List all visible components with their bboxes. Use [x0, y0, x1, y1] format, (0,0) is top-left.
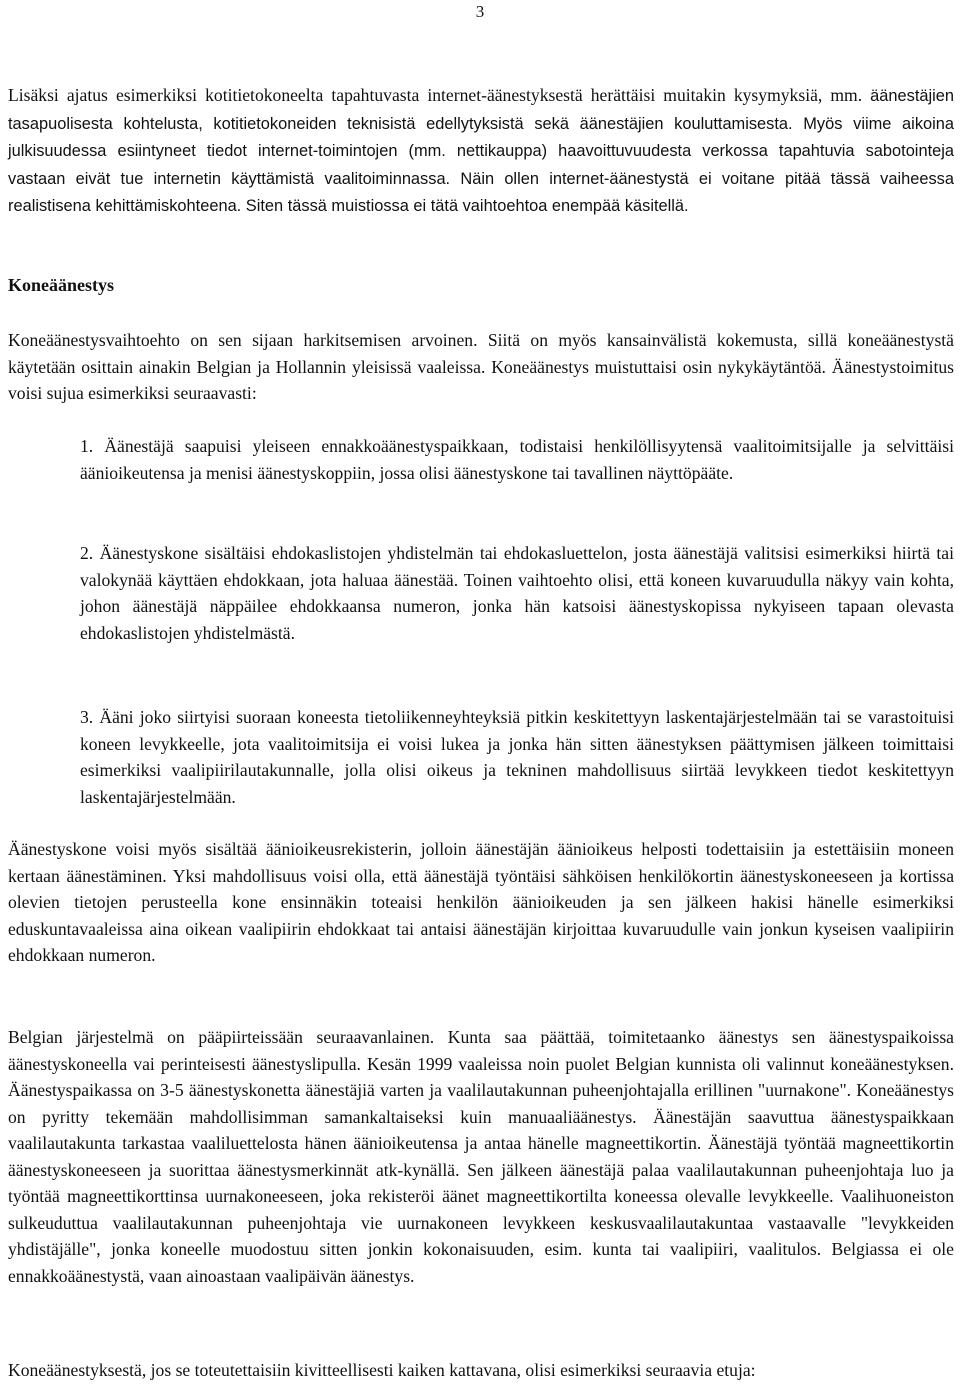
list-item: 2. Äänestyskone sisältäisi ehdokaslistojen yhdistelmän tai ehdokasluettelon, josta äänestäjä valitsisi esimerkiksi hiirtä tai valokynää käyttäen ehdokkaan, jota haluaa äänestää. Toinen vaihtoehto olisi, että koneen kuvaruudulla näkyy vain kohta, johon äänestäjä näppäilee ehdokkaansa numeron, jonka hän katsoisi äänestyskopissa nykyiseen tapaan olevasta ehdokaslistojen yhdistelmästä. — [80, 543, 954, 643]
paragraph-intro: Koneäänestysvaihtoehto on sen sijaan harkitsemisen arvoinen. Siitä on myös kansainvälistä kokemusta, sillä koneäänestystä käytetään osittain ainakin Belgian ja Hollannin yleisissä vaaleissa. Koneäänestys muistuttaisi osin nykykäytäntöä. Äänestystoimitus voisi sujua esimerkiksi seuraavasti: — [8, 330, 954, 403]
page-number: 3 — [475, 2, 485, 21]
intro-text-sans: äänestäjien tasapuolisesta kohtelusta, kotitietokoneiden teknisistä edellytyksistä sekä äänestäjien kouluttamisesta. Myös viime aikoina julkisuudessa esiintyneet tiedot internet-toimintojen (mm. nettikauppa) haavoittuvuudesta verkossa tapahtuvia sabotointeja vastaan eivät tue internetin käyttämistä vaalitoiminnassa. Näin ollen internet-äänestystä ei voitane pitää tässä vaiheessa realistisena kehittämiskohteena. Siten tässä muistiossa ei tätä vaihtoehtoa enempää käsitellä. — [8, 87, 954, 215]
section-heading: Koneäänestys — [8, 275, 115, 295]
paragraph-register: Äänestyskone voisi myös sisältää äänioikeusrekisterin, jolloin äänestäjän äänioikeus helposti todettaisiin ja estettäisiin moneen kertaan äänestäminen. Yksi mahdollisuus voisi olla, että äänestäjä työntäisi sähköisen henkilökortin äänestyskoneeseen ja kortissa olevien tietojen perusteella kone ensinnäkin toteaisi henkilön äänioikeuden ja sen jälkeen hakisi hänelle esimerkiksi eduskuntavaaleissa aina oikean vaalipiirin ehdokkaat tai antaisi äänestäjän kirjoittaa kuvaruudulle vain jonkun kyseisen vaalipiirin ehdokkaan numeron. — [8, 839, 954, 965]
intro-text-serif: Lisäksi ajatus esimerkiksi kotitietokoneelta tapahtuvasta internet-äänestyksestä herättäisi muitakin kysymyksiä, mm. — [8, 85, 871, 105]
list-item: 1. Äänestäjä saapuisi yleiseen ennakkoäänestyspaikkaan, todistaisi henkilöllisyytensä vaalitoimitsijalle ja selvittäisi äänioikeutensa ja menisi äänestyskoppiin, jossa olisi äänestyskone tai tavallinen näyttöpääte. — [80, 436, 954, 483]
intro-paragraph — [8, 82, 954, 220]
paragraph-belgium: Belgian järjestelmä on pääpiirteissään seuraavanlainen. Kunta saa päättää, toimitetaanko äänestys sen äänestyspaikoissa äänestyskoneella vai perinteisesti äänestyslipulla. Kesän 1999 vaaleissa noin puolet Belgian kunnista oli valinnut koneäänestyksen. Äänestyspaikassa on 3-5 äänestyskonetta äänestäjiä varten ja vaalilautakunnan puheenjohtajalla erillinen "uurnakone". Koneäänestys on pyritty tekemään mahdollisimman samankaltaiseksi kuin manuaaliäänestys. Äänestäjän saavuttua äänestyspaikkaan vaalilautakunta tarkastaa vaaliluettelosta hänen äänioikeutensa ja antaa hänelle magneettikortin. Äänestäjä työntää magneettikortin äänestyskoneeseen ja suorittaa äänestysmerkinnät atk-kynällä. Sen jälkeen äänestäjä palaa vaalilautakunnan puheenjohtaja luo ja työntää magneettikorttinsa uurnakoneeseen, joka rekisteröi äänet magneettikortilta koneessa olevalle levykkeelle. Vaalihuoneiston sulkeuduttua vaalilautakunnan puheenjohtaja vie uurnakoneen levykkeen keskusvaalilautakuntaa vastaavalle "levykkeiden yhdistäjälle", jonka koneelle muodostuu sitten jonkin kokonaisuuden, esim. kunta tai vaalipiiri, vaalitulos. Belgiassa ei ole ennakkoäänestystä, vaan ainoastaan vaalipäivän äänestys. — [8, 1027, 954, 1286]
paragraph-advantages: Koneäänestyksestä, jos se toteutettaisiin kivitteellisesti kaiken kattavana, olisi esimerkiksi seuraavia etuja: — [8, 1360, 756, 1380]
list-item: 3. Ääni joko siirtyisi suoraan koneesta tietoliikenneyhteyksiä pitkin keskitettyyn laskentajärjestelmään tai se varastoituisi koneen levykkeelle, jota vaalitoimitsija ei voisi lukea ja jonka hän sitten äänestyksen päättymisen jälkeen toimittaisi esimerkiksi vaalipiirilautakunnalle, jolla olisi oikeus ja tekninen mahdollisuus siirtää levykkeen tiedot keskitettyyn laskentajärjestelmään. — [80, 707, 954, 807]
